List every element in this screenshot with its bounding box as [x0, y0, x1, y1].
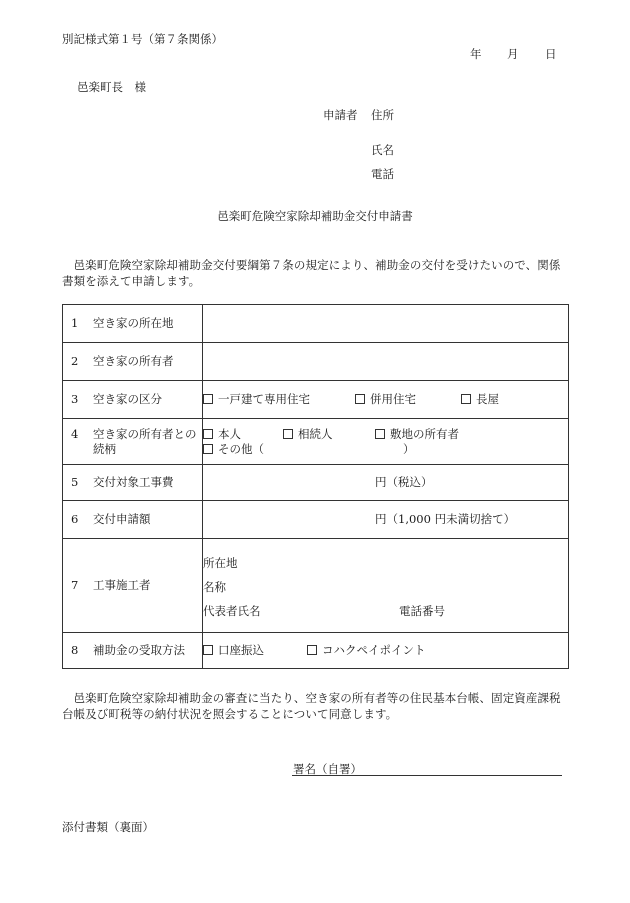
yen-rounding-note: 円（1,000 円未満切捨て） — [375, 512, 516, 526]
table-row — [63, 305, 569, 343]
property-location-field[interactable] — [203, 305, 569, 343]
row-label: 交付対象工事費 — [93, 475, 174, 489]
applicant-name-label: 氏名 — [371, 143, 394, 157]
construction-cost-field[interactable] — [203, 465, 569, 501]
contractor-name-label[interactable]: 名称 — [203, 579, 226, 594]
row-label: 空き家の所有者との続柄 — [93, 426, 197, 456]
checkbox[interactable] — [203, 645, 213, 655]
row-label: 空き家の所在地 — [93, 316, 174, 330]
table-row — [63, 633, 569, 669]
table-row — [63, 381, 569, 419]
applicant-address-label: 住所 — [371, 108, 394, 122]
applicant-phone-label: 電話 — [371, 167, 394, 181]
option-land-owner[interactable]: 敷地の所有者 — [375, 427, 459, 442]
row-number: 6 — [71, 512, 79, 526]
option-row-house[interactable]: 長屋 — [461, 392, 499, 407]
table-row — [63, 501, 569, 539]
row-number: 5 — [71, 475, 79, 489]
checkbox[interactable] — [203, 394, 213, 404]
attachments-label: 添付書類（裏面） — [62, 820, 154, 834]
checkbox[interactable] — [461, 394, 471, 404]
intro-paragraph: 邑楽町危険空家除却補助金交付要綱第７条の規定により、補助金の交付を受けたいので、関係書類を添えて申請します。 — [62, 258, 561, 288]
property-owner-field[interactable] — [203, 343, 569, 381]
checkbox[interactable] — [203, 444, 213, 454]
checkbox[interactable] — [283, 429, 293, 439]
row-number: 3 — [71, 392, 79, 406]
signature-line[interactable] — [292, 775, 562, 776]
grant-amount-field[interactable] — [203, 501, 569, 539]
row-label: 工事施工者 — [93, 578, 151, 592]
option-heir[interactable]: 相続人 — [283, 427, 375, 442]
option-detached-house[interactable]: 一戸建て専用住宅 — [203, 392, 355, 407]
yen-tax-included: 円（税込） — [375, 475, 433, 489]
row-number: 8 — [71, 643, 79, 657]
checkbox[interactable] — [375, 429, 385, 439]
date-month-label: 月 — [507, 47, 519, 61]
contractor-phone-label[interactable]: 電話番号 — [399, 603, 445, 618]
other-close-paren: ） — [403, 441, 415, 456]
contractor-representative-label[interactable]: 代表者氏名 — [203, 603, 261, 618]
form-number: 別記様式第１号（第７条関係） — [62, 32, 223, 46]
option-self[interactable]: 本人 — [203, 427, 283, 442]
row-number: 4 — [71, 426, 79, 441]
row-label: 補助金の受取方法 — [93, 643, 185, 657]
checkbox[interactable] — [203, 429, 213, 439]
consent-paragraph: 邑楽町危険空家除却補助金の審査に当たり、空き家の所有者等の住民基本台帳、固定資産課税台帳及び町税等の納付状況を照会することについて同意します。 — [62, 691, 561, 721]
recipient: 邑楽町長 様 — [77, 80, 146, 94]
row-number: 7 — [71, 578, 79, 592]
applicant-role: 申請者 — [323, 108, 358, 122]
signature-label: 署名（自署） — [293, 762, 362, 776]
application-table — [62, 304, 569, 669]
row-label: 交付申請額 — [93, 512, 151, 526]
option-kohaku-pay[interactable]: コハクペイポイント — [307, 643, 426, 658]
option-mixed-use-house[interactable]: 併用住宅 — [355, 392, 461, 407]
contractor-location-label[interactable]: 所在地 — [203, 555, 238, 570]
row-number: 2 — [71, 354, 79, 368]
option-bank-transfer[interactable]: 口座振込 — [203, 643, 307, 658]
checkbox[interactable] — [307, 645, 317, 655]
date-day-label: 日 — [545, 47, 557, 61]
table-row — [63, 343, 569, 381]
table-row — [63, 539, 569, 633]
table-row — [63, 465, 569, 501]
document-title: 邑楽町危険空家除却補助金交付申請書 — [217, 209, 413, 223]
option-other[interactable]: その他（ — [203, 442, 403, 457]
table-row — [63, 419, 569, 465]
row-number: 1 — [71, 316, 79, 330]
checkbox[interactable] — [355, 394, 365, 404]
date-year-label: 年 — [470, 47, 482, 61]
row-label: 空き家の区分 — [93, 392, 162, 406]
row-label: 空き家の所有者 — [93, 354, 174, 368]
